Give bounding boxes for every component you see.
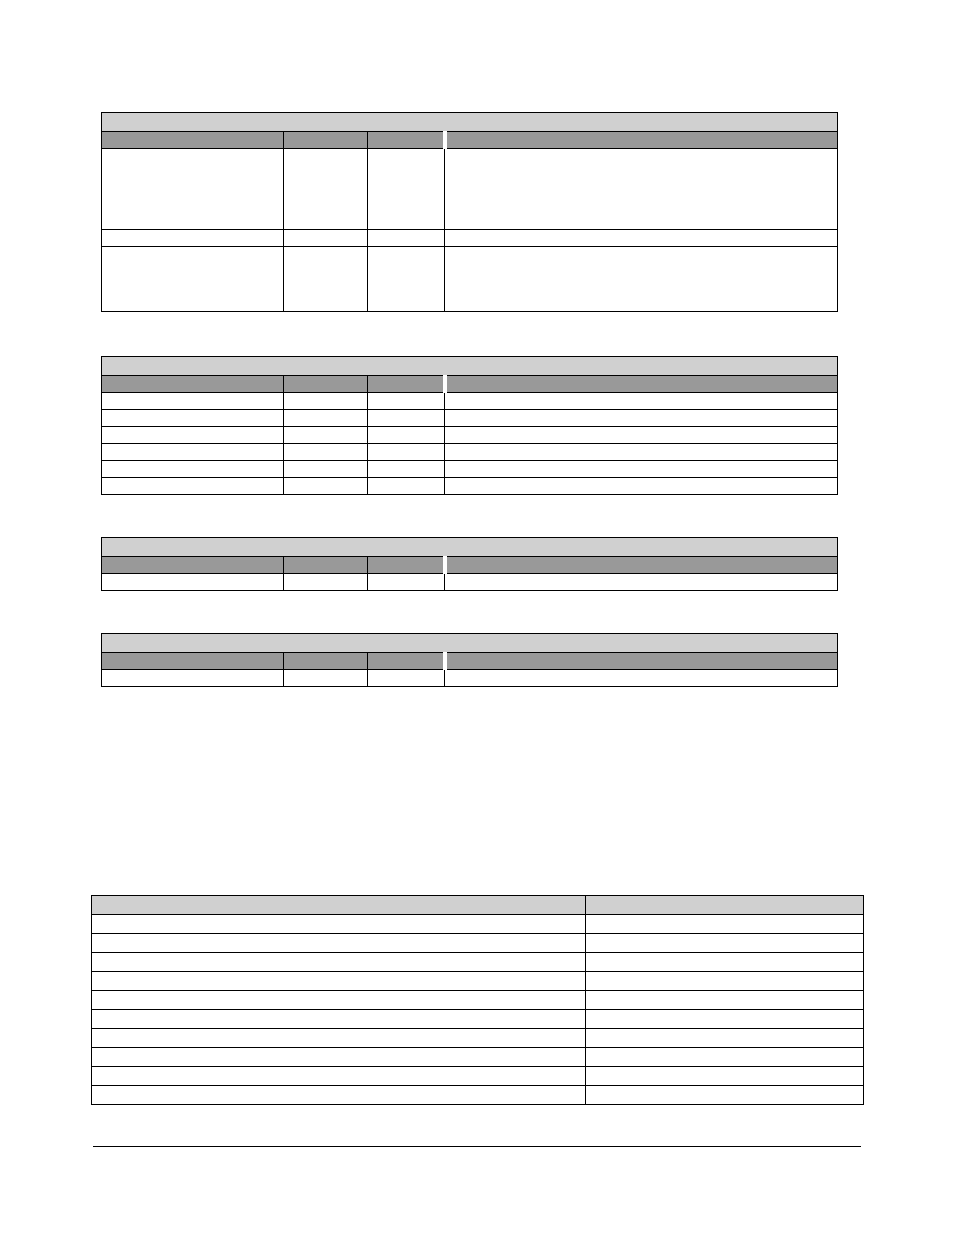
table-row xyxy=(92,934,864,953)
table-row xyxy=(102,149,838,230)
table-row xyxy=(92,1010,864,1029)
register-table-4 xyxy=(101,633,838,687)
table-header-row xyxy=(92,896,864,915)
table-row xyxy=(102,427,838,444)
table-row xyxy=(102,461,838,478)
table-row xyxy=(92,991,864,1010)
table-row xyxy=(102,478,838,495)
register-table-2 xyxy=(101,356,838,495)
table-title-bar xyxy=(102,634,838,653)
table-row xyxy=(102,410,838,427)
table-row xyxy=(92,1086,864,1105)
table-row xyxy=(92,1029,864,1048)
table-header-row xyxy=(102,376,838,393)
table-header-row xyxy=(102,653,838,670)
table-header-row xyxy=(102,557,838,574)
register-table-3 xyxy=(101,537,838,591)
table-row xyxy=(92,915,864,934)
table-row xyxy=(92,1048,864,1067)
table-row xyxy=(102,670,838,687)
register-table-1 xyxy=(101,112,838,312)
table-title-bar xyxy=(102,357,838,376)
table-row xyxy=(102,230,838,247)
table-row xyxy=(102,393,838,410)
footer-rule xyxy=(93,1146,861,1147)
table-row xyxy=(102,574,838,591)
table-row xyxy=(92,953,864,972)
table-row xyxy=(92,1067,864,1086)
table-row xyxy=(102,247,838,312)
table-header-row xyxy=(102,132,838,149)
summary-table xyxy=(91,895,864,1105)
table-row xyxy=(92,972,864,991)
table-row xyxy=(102,444,838,461)
table-title-bar xyxy=(102,538,838,557)
table-title-bar xyxy=(102,113,838,132)
